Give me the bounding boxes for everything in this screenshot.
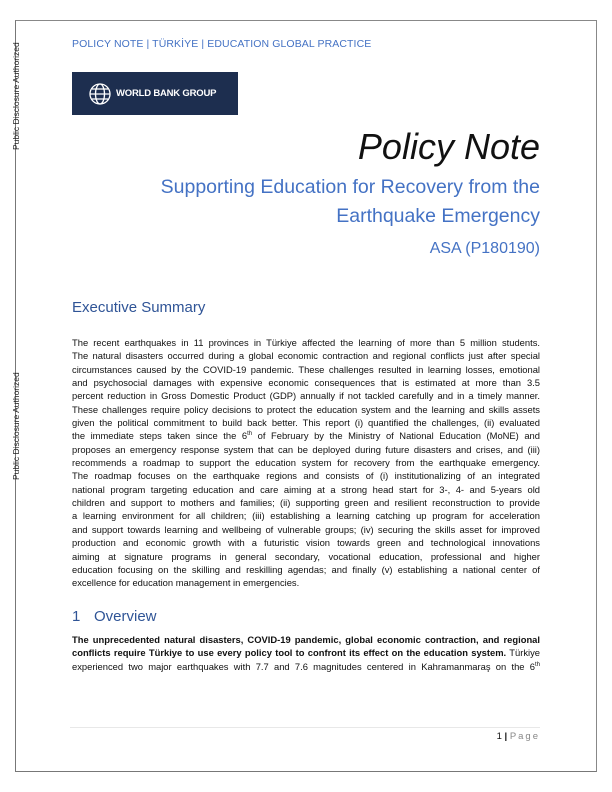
page-number-value: 1 bbox=[496, 731, 502, 742]
text-run: conflicts require Türkiye to use every policy tool to confront its effect on the education system. bbox=[72, 647, 507, 659]
page-word: Page bbox=[509, 731, 540, 742]
section-number: 1 bbox=[72, 608, 81, 625]
text-line: children and support to mothers and families; (ii) supporting green and resilient reconstruction to provide bbox=[72, 497, 540, 509]
subtitle-line: Supporting Education for Recovery from the bbox=[160, 176, 540, 198]
executive-summary-heading: Executive Summary bbox=[72, 299, 206, 316]
running-header: POLICY NOTE | TÜRKİYE | EDUCATION GLOBAL PRACTICE bbox=[72, 38, 372, 50]
text-line: proposes an emergency response system that can be deployed during future disasters and crises, and (iii) bbox=[72, 443, 540, 455]
disclosure-label: Public Disclosure Authorized bbox=[11, 42, 21, 150]
superscript: th bbox=[247, 431, 253, 438]
text-run: Türkiye bbox=[506, 647, 540, 659]
text-line: The unprecedented natural disasters, COVID-19 pandemic, global economic contraction, and regional bbox=[72, 634, 540, 645]
globe-icon bbox=[88, 82, 112, 106]
footer-divider bbox=[70, 727, 540, 728]
text-line: aiming at signature programs in general secondary, vocational education, professional and higher bbox=[72, 550, 540, 562]
page-number bbox=[497, 731, 540, 742]
text-line: The natural disasters occurred during a global economic contraction and regional conflicts just after special bbox=[72, 350, 540, 362]
text-line bbox=[72, 660, 540, 673]
text-line: given the political commitment to build back better. This report (i) quantified the challenges, (ii) evaluated bbox=[72, 417, 540, 429]
text-line: education focusing on the skilling and reskilling agendas; and finally (v) establishing a national center of bbox=[72, 563, 540, 575]
text-line: The roadmap focuses on the earthquake regions and consists of (i) institutionalizing of an integrated bbox=[72, 470, 540, 482]
text-run: the immediate steps taken since the 6 bbox=[72, 430, 248, 442]
superscript: th bbox=[534, 661, 540, 668]
text-line: percent reduction in Gross Domestic Product (GDP) annually if not tackled carefully and in a timely manner. bbox=[72, 390, 540, 402]
text-line: recommends a roadmap to support the education system for recovery from the earthquake emergency. bbox=[72, 457, 540, 469]
text-line bbox=[72, 646, 540, 659]
logo-text: WORLD BANK GROUP bbox=[116, 88, 217, 99]
text-line: a learning environment for all children; (iii) establishing a learning catching up program for acceleration bbox=[72, 510, 540, 522]
text-line: These challenges require policy decisions to protect the education system and the learning and skills assets bbox=[72, 403, 540, 415]
text-line: and support towards learning and wellbeing of vulnerable groups; (iv) securing the skills asset for improved bbox=[72, 523, 540, 535]
text-run: experienced two major earthquakes with 7.7 and 7.6 magnitudes centered in Kahramanmaraş on the 6 bbox=[72, 660, 535, 672]
text-line bbox=[72, 429, 540, 442]
overview-body bbox=[72, 633, 540, 673]
overview-heading bbox=[72, 608, 157, 625]
world-bank-logo bbox=[72, 72, 238, 115]
disclosure-label: Public Disclosure Authorized bbox=[11, 372, 21, 480]
text-line: national program targeting education and care aiming at a strong head start for 3-, 4- and 5-years old bbox=[72, 483, 540, 495]
text-line: production and economic growth with a futuristic vision towards green and technological innovations bbox=[72, 537, 540, 549]
text-line: excellence for education management in emergencies. bbox=[72, 577, 300, 589]
section-title: Overview bbox=[94, 608, 157, 625]
executive-summary-body bbox=[72, 336, 540, 590]
text-line: The recent earthquakes in 11 provinces in Türkiye affected the learning of more than 5 million students. bbox=[72, 337, 540, 348]
text-line: and psychosocial damages with expensive economic consequences that is estimated at more than 3.5 bbox=[72, 377, 540, 389]
document-title: Policy Note bbox=[357, 126, 540, 167]
text-line: circumstances caused by the COVID-19 pandemic. These challenges resulted in learning losses, emotional bbox=[72, 363, 540, 375]
subtitle-line: Earthquake Emergency bbox=[336, 205, 540, 227]
separator: | bbox=[501, 731, 510, 742]
text-run: of February by the Ministry of National Education (MoNE) and bbox=[252, 430, 540, 442]
project-id: ASA (P180190) bbox=[429, 240, 540, 257]
